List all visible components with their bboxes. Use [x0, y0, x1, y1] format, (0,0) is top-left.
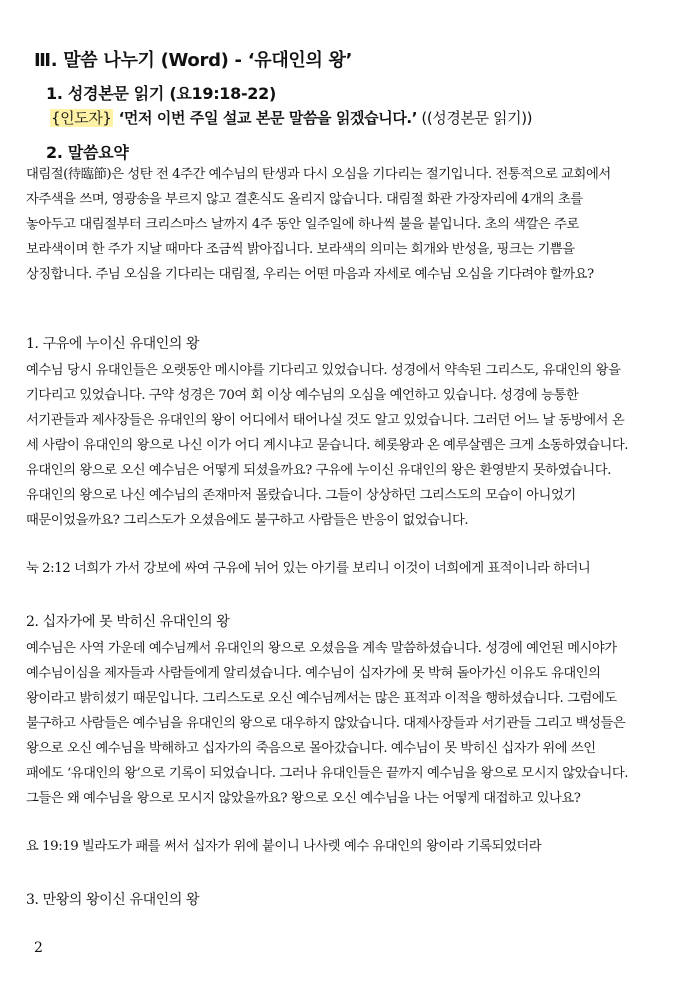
section2-heading: 2. 십자가에 못 박히신 유대인의 왕: [26, 614, 230, 630]
summary-line: 보라색이며 한 주가 지날 때마다 조금씩 밝아집니다. 보라색의 의미는 회개와 반성을, 핑크는 기쁨을: [26, 242, 575, 257]
section2-verse: 요 19:19 빌라도가 패를 써서 십자가 위에 붙이니 나사렛 예수 유대인의 왕이라 기록되었더라: [26, 839, 542, 854]
section2-line: 예수님은 사역 가운데 예수님께서 유대인의 왕으로 오셨음을 계속 말씀하셨습니다. 성경에 예언된 메시야가: [26, 641, 617, 656]
section1-line: 유대인의 왕으로 나신 예수님의 존재마저 몰랐습니다. 그들이 상상하던 그리스도의 모습이 아니었기: [26, 488, 576, 503]
section-title: Ⅲ. 말씀 나누기 (Word) - ‘유대인의 왕’: [34, 50, 353, 71]
section1-verse: 눅 2:12 너희가 가서 강보에 싸여 구유에 뉘어 있는 아기를 보리니 이것이 너희에게 표적이니라 하더니: [26, 561, 591, 576]
section2-line: 왕으로 오신 예수님을 박해하고 십자가의 죽음으로 몰아갔습니다. 예수님이 못 박히신 십자가 위에 쓰인: [26, 741, 596, 756]
section2-line: 그들은 왜 예수님을 왕으로 모시지 않았을까요? 왕으로 오신 예수님을 나는 어떻게 대접하고 있나요?: [26, 791, 581, 806]
summary-line: 대림절(待臨節)은 성탄 전 4주간 예수님의 탄생과 다시 오심을 기다리는 절기입니다. 전통적으로 교회에서: [26, 167, 611, 182]
section2-paragraph: [26, 636, 676, 811]
summary-line: 상징합니다. 주님 오심을 기다리는 대림절, 우리는 어떤 마음과 자세로 예수님 오심을 기다려야 할까요?: [26, 267, 594, 282]
leader-note: ((성경본문 읽기)): [417, 109, 533, 127]
section3-heading: 3. 만왕의 왕이신 유대인의 왕: [26, 892, 200, 908]
bible-reading-heading: 1. 성경본문 읽기 (요19:18-22): [46, 84, 276, 103]
section1-heading: 1. 구유에 누이신 유대인의 왕: [26, 336, 200, 352]
section1-line: 때문이었을까요? 그리스도가 오셨음에도 불구하고 사람들은 반응이 없었습니다.: [26, 513, 469, 528]
section1-line: 기다리고 있었습니다. 구약 성경은 70여 회 이상 예수님의 오심을 예언하고 있습니다. 성경에 능통한: [26, 388, 579, 403]
section1-line: 세 사람이 유대인의 왕으로 나신 이가 어디 계시냐고 묻습니다. 헤롯왕과 온 예루살렘은 크게 소동하였습니다.: [26, 438, 629, 453]
section1-paragraph: [26, 358, 676, 533]
page-number: 2: [34, 940, 43, 956]
leader-quote: ‘먼저 이번 주일 설교 본문 말씀을 읽겠습니다.’: [118, 109, 418, 127]
summary-line: 자주색을 쓰며, 영광송을 부르지 않고 결혼식도 올리지 않습니다. 대림절 화관 가장자리에 4개의 초를: [26, 192, 583, 207]
section1-line: 예수님 당시 유대인들은 오랫동안 메시야를 기다리고 있었습니다. 성경에서 약속된 그리스도, 유대인의 왕을: [26, 363, 621, 378]
leader-instruction: [50, 107, 532, 128]
section1-line: 유대인의 왕으로 오신 예수님은 어떻게 되셨을까요? 구유에 누이신 유대인의 왕은 환영받지 못하였습니다.: [26, 463, 611, 478]
section2-line: 왕이라고 밝히셨기 때문입니다. 그리스도로 오신 예수님께서는 많은 표적과 이적을 행하셨습니다. 그럼에도: [26, 691, 617, 706]
leader-tag: {인도자}: [51, 109, 112, 127]
section2-line: 패에도 ‘유대인의 왕’으로 기록이 되었습니다. 그러나 유대인들은 끝까지 예수님을 왕으로 모시지 않았습니다.: [26, 766, 629, 781]
section1-line: 서기관들과 제사장들은 유대인의 왕이 어디에서 태어나실 것도 알고 있었습니다. 그러던 어느 날 동방에서 온: [26, 413, 625, 428]
section2-line: 불구하고 사람들은 예수님을 유대인의 왕으로 대우하지 않았습니다. 대제사장들과 서기관들 그리고 백성들은: [26, 716, 626, 731]
summary-paragraph: [26, 162, 676, 287]
summary-line: 놓아두고 대림절부터 크리스마스 날까지 4주 동안 일주일에 하나씩 불을 붙입니다. 초의 색깔은 주로: [26, 217, 579, 232]
summary-heading: 2. 말씀요약: [46, 143, 129, 162]
section2-line: 예수님이심을 제자들과 사람들에게 알리셨습니다. 예수님이 십자가에 못 박혀 돌아가신 이유도 유대인의: [26, 666, 601, 681]
